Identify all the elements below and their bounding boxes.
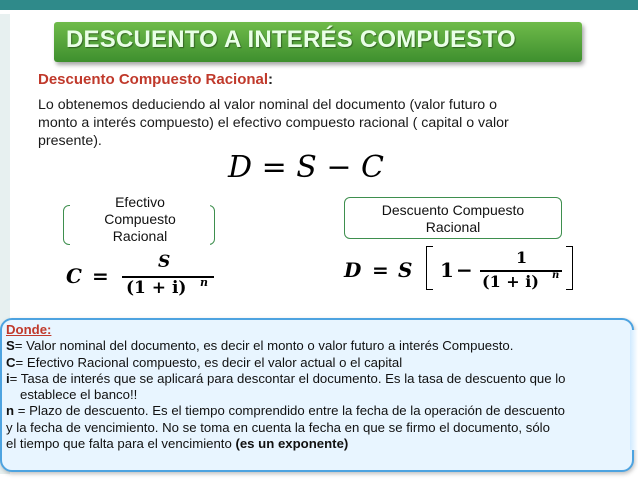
efectivo-label-line: Racional [112,228,168,244]
definitions-heading: Donde: [6,322,52,337]
definition-item [6,338,626,354]
definition-text: y la fecha de vencimiento. No se toma en cuenta la fecha en que se firmo el documento, sólo [6,419,550,435]
top-accent-bar [0,0,638,10]
right-edge-decoration [630,330,638,450]
definition-item [6,420,626,436]
descuento-exponent: n [552,270,560,281]
definition-text: = Valor nominal del documento, es decir el monto o valor futuro a interés Compuesto. [14,338,514,354]
descuento-left-bracket [426,246,433,290]
definitions-list [6,322,626,452]
descuento-label [348,202,558,236]
slide-title: DESCUENTO A INTERÉS COMPUESTO [66,26,516,53]
intro-line: presente). [38,133,102,149]
descuento-right-bracket [566,246,573,290]
descuento-label-line: Racional [425,219,481,235]
descuento-minus: − [456,258,473,282]
descuento-numerator: 1 [516,248,528,267]
efectivo-lhs: C [66,264,82,288]
intro-paragraph [38,96,598,150]
section-subtitle [38,71,273,88]
definition-text: = Tasa de interés que se aplicará para descontar el documento. Es la tasa de descuento que lo [9,370,566,386]
definition-term: C [6,354,16,370]
definition-text: establece el banco!! [20,387,138,403]
definition-item [6,387,626,403]
subtitle-text: Descuento Compuesto Racional [38,71,269,88]
definition-item [6,355,626,371]
definition-item [6,371,626,387]
efectivo-denominator: (1 + i) [126,278,187,298]
efectivo-numerator: S [158,252,171,272]
definition-term: S [6,338,15,354]
efectivo-label-line: Compuesto [104,211,176,227]
definition-text: = Plazo de descuento. Es el tiempo comprendido entre la fecha de la operación de descuento [14,403,566,419]
efectivo-equals: = [92,264,109,288]
subtitle-colon: : [268,71,274,88]
efectivo-label-line: Efectivo [115,194,165,210]
main-formula: D = S − C [228,150,384,185]
descuento-label-line: Descuento Compuesto [381,202,525,218]
definition-term: n [6,403,15,419]
descuento-lhs: D [344,258,362,282]
definition-text: = Efectivo Racional compuesto, es decir el valor actual o el capital [15,354,403,370]
efectivo-exponent: n [200,276,208,289]
descuento-denominator: (1 + i) [482,272,539,291]
descuento-equals: = [372,258,389,282]
descuento-factor: S [398,258,413,282]
definition-item [6,436,626,452]
definition-term: i [6,370,10,386]
definition-emphasis: (es un exponente) [235,436,349,452]
intro-line: monto a interés compuesto) el efectivo compuesto racional ( capital o valor [38,115,509,131]
intro-line: Lo obtenemos deduciendo al valor nominal del documento (valor futuro o [38,97,498,113]
definition-text: el tiempo que falta para el vencimiento [6,436,236,452]
definition-item [6,403,626,419]
efectivo-label [70,194,210,245]
descuento-one: 1 [440,258,454,282]
